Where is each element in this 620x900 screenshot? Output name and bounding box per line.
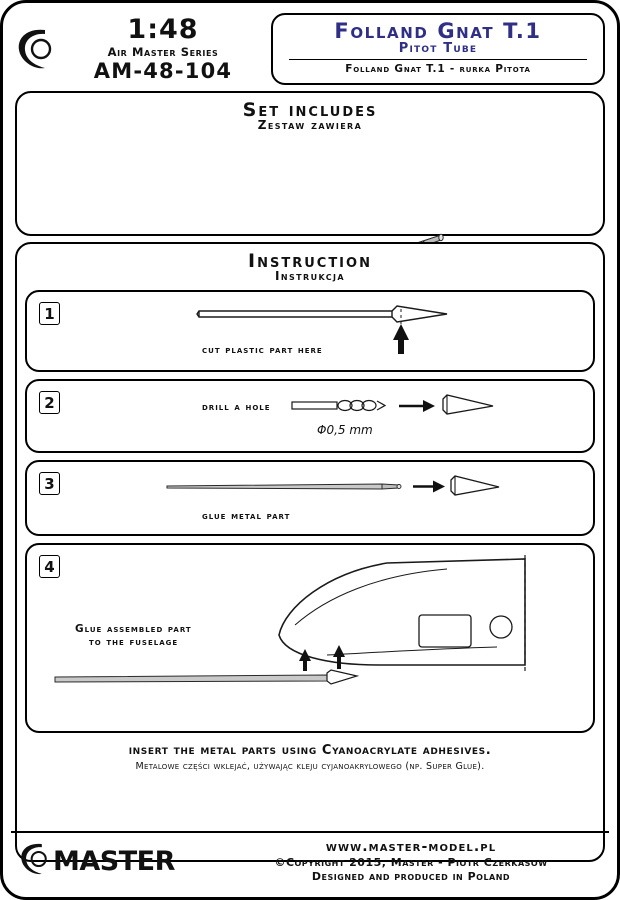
product-code: AM-48-104 bbox=[93, 58, 233, 83]
page-title-pl: Folland Gnat T.1 - rurka Pitota bbox=[345, 63, 531, 75]
bottom-bar bbox=[13, 833, 607, 889]
instruction-step-1 bbox=[25, 290, 595, 372]
step-1-diagram bbox=[27, 292, 587, 372]
metal-pitot-tube-part-icon bbox=[17, 93, 603, 234]
header-logo-text bbox=[61, 16, 265, 81]
master-spiral-logo-icon bbox=[15, 26, 55, 72]
step-2-dimension-value: 0,5 mm bbox=[326, 423, 373, 437]
instruction-step-3 bbox=[25, 460, 595, 536]
instruction-title: Instruction bbox=[248, 250, 372, 272]
produced-line: Designed and produced in Poland bbox=[311, 869, 511, 883]
brand-name: MASTER bbox=[53, 845, 175, 877]
adhesive-note-pl: Metalowe części wklejać, używając kleju cyjanoakrylowego (np. Super Glue). bbox=[135, 761, 485, 772]
step-number-3: 3 bbox=[39, 472, 60, 495]
copyright-block bbox=[223, 839, 607, 884]
page-title: Folland Gnat T.1 bbox=[334, 19, 542, 43]
title-box bbox=[271, 13, 605, 85]
title-divider bbox=[289, 59, 587, 60]
page-subtitle: Pitot Tube bbox=[398, 41, 478, 56]
header bbox=[11, 11, 609, 85]
step-3-caption: glue metal part bbox=[202, 510, 291, 522]
header-logo-block bbox=[15, 13, 265, 85]
step-number-2: 2 bbox=[39, 391, 60, 414]
step-2-diagram bbox=[27, 381, 587, 453]
instruction-title-pl: Instrukcja bbox=[275, 269, 345, 283]
step-number-4: 4 bbox=[39, 555, 60, 578]
step-number-1: 1 bbox=[39, 302, 60, 325]
instruction-step-4 bbox=[25, 543, 595, 733]
step-4-caption-line1: Glue assembled part bbox=[75, 623, 192, 635]
copyright-line: ©Copyright 2015, Master - Piotr Czerkasow bbox=[274, 856, 548, 869]
master-spiral-logo-icon-bottom bbox=[17, 841, 51, 881]
instruction-step-2 bbox=[25, 379, 595, 453]
series-label: Air Master Series bbox=[107, 44, 219, 59]
step-4-caption-line2: to the fuselage bbox=[89, 636, 179, 648]
set-includes-panel bbox=[15, 91, 605, 236]
adhesive-note-en: insert the metal parts using Cyanoacrylate adhesives. bbox=[128, 743, 492, 758]
set-includes-title-pl: Zestaw zawiera bbox=[257, 118, 363, 132]
step-1-caption: cut plastic part here bbox=[202, 344, 323, 356]
step-2-dimension bbox=[317, 423, 373, 437]
set-includes-title: Set includes bbox=[242, 99, 378, 121]
brand-block bbox=[13, 841, 223, 881]
step-3-diagram bbox=[27, 462, 587, 536]
instruction-panel bbox=[15, 242, 605, 862]
website-url[interactable]: www.master-model.pl bbox=[325, 838, 497, 855]
step-2-caption: drill a hole bbox=[202, 401, 271, 413]
diameter-symbol: Φ bbox=[317, 423, 327, 437]
scale-label: 1:48 bbox=[127, 14, 199, 46]
